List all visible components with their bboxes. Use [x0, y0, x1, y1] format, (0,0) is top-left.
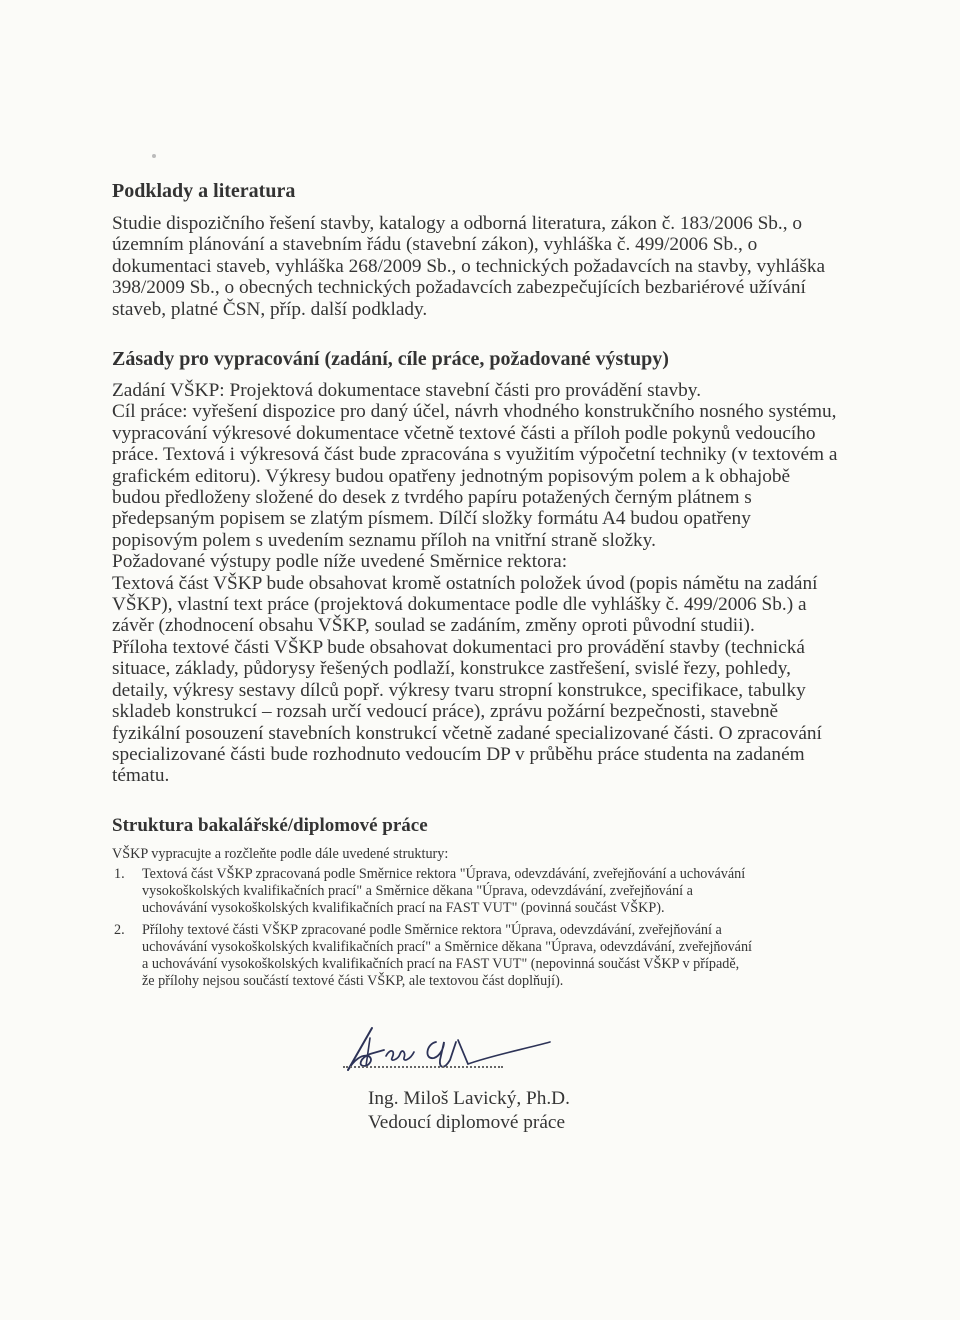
- list-number: 2.: [114, 922, 125, 938]
- paragraph-line: Studie dispozičního řešení stavby, katalogy a odborná literatura, zákon č. 183/2006 Sb., o: [112, 213, 803, 234]
- paragraph-line: práce. Textová i výkresová část bude zpracována s využitím výpočetní techniky (v textovém a: [112, 444, 838, 466]
- section-heading-struktura: Struktura bakalářské/diplomové práce: [112, 815, 428, 836]
- list-number: 1.: [114, 866, 125, 882]
- paragraph-line: vypracování výkresové dokumentace včetně textové části a příloh podle pokynů vedoucího: [112, 422, 816, 444]
- list-line: a uchovávání vysokoškolských kvalifikačních prací na FAST VUT" (nepovinná součást VŠKP v případě,: [142, 956, 740, 972]
- paragraph-line: VŠKP), vlastní text práce (projektová dokumentace podle dle vyhlášky č. 499/2006 Sb.) a: [112, 594, 807, 616]
- paragraph-line: situace, základy, půdorysy řešených podlaží, konstrukce zastřešení, svislé řezy, pohledy,: [112, 658, 791, 680]
- section-paragraph-podklady: [112, 213, 832, 320]
- scan-speck: [152, 154, 156, 158]
- paragraph-line: staveb, platné ČSN, příp. další podklady.: [112, 298, 428, 320]
- paragraph-line: Cíl práce: vyřešení dispozice pro daný účel, návrh vhodného konstrukčního nosného systému,: [112, 401, 837, 423]
- section-heading-zasady: Zásady pro vypracování (zadání, cíle práce, požadované výstupy): [112, 348, 669, 370]
- list-line: vysokoškolských kvalifikačních prací" a Směrnice děkana "Úprava, odevzdávání, zveřejňování a: [142, 883, 693, 899]
- section-paragraph-zasady: [112, 380, 838, 787]
- paragraph-line: Textová část VŠKP bude obsahovat kromě ostatních položek úvod (popis námětu na zadání: [112, 572, 818, 594]
- supervisor-name: Ing. Miloš Lavický, Ph.D.: [368, 1088, 570, 1109]
- supervisor-role: Vedoucí diplomové práce: [368, 1112, 566, 1133]
- paragraph-line: specializované části bude rozhodnuto vedoucím DP v průběhu práce studenta na zadaném: [112, 743, 805, 765]
- structure-intro: VŠKP vypracujte a rozčleňte podle dále uvedené struktury:: [112, 846, 449, 862]
- paragraph-line: 398/2009 Sb., o obecných technických požadavcích zabezpečujících bezbariérové užívání: [112, 277, 806, 299]
- paragraph-line: Příloha textové části VŠKP bude obsahovat dokumentaci pro provádění stavby (technická: [112, 636, 805, 658]
- paragraph-line: Požadované výstupy podle níže uvedené Směrnice rektora:: [112, 551, 568, 573]
- list-line: uchovávání vysokoškolských kvalifikačních prací" a Směrnice děkana "Úprava, odevzdávání, zveřejňování: [142, 939, 752, 955]
- signature-dotted-line: [343, 1066, 503, 1068]
- section-heading-podklady: Podklady a literatura: [112, 180, 296, 202]
- paragraph-line: závěr (zhodnocení obsahu VŠKP, soulad se zadáním, změny oproti původní studii).: [112, 615, 755, 637]
- paragraph-line: budou předloženy složené do desek z tvrdého papíru potažených černým plátnem s: [112, 487, 752, 509]
- list-line: Přílohy textové části VŠKP zpracované podle Směrnice rektora "Úprava, odevzdávání, zveřejňování a: [142, 922, 722, 938]
- paragraph-line: dokumentaci staveb, vyhláška 268/2009 Sb., o technických požadavcích na stavby, vyhláška: [112, 255, 826, 277]
- paragraph-line: grafickém editoru). Výkresy budou opatřeny jednotným popisovým polem a k obhajobě: [112, 465, 791, 487]
- list-item-text: [142, 866, 832, 917]
- list-line: že přílohy nejsou součástí textové části VŠKP, ale textovou část doplňují).: [142, 973, 564, 989]
- list-line: uchovávání vysokoškolských kvalifikačních prací na FAST VUT" (povinná součást VŠKP).: [142, 900, 665, 916]
- paragraph-line: detaily, výkresy sestavy dílců popř. výkresy tvaru stropní konstrukce, specifikace, tabulky: [112, 679, 806, 701]
- paragraph-line: skladeb konstrukcí – rozsah určí vedoucí práce), zprávu požární bezpečnosti, stavebně: [112, 701, 779, 723]
- paragraph-line: popisovým polem s uvedením seznamu příloh na vnitřní straně složky.: [112, 529, 656, 551]
- list-item-text: [142, 922, 832, 990]
- paragraph-line: Zadání VŠKP: Projektová dokumentace stavební části pro provádění stavby.: [112, 380, 702, 401]
- paragraph-line: fyzikální posouzení stavebních konstrukcí včetně zadané specializované části. O zpracování: [112, 722, 822, 744]
- paragraph-line: územním plánování a stavebním řádu (stavební zákon), vyhláška č. 499/2006 Sb., o: [112, 234, 758, 256]
- paragraph-line: tématu.: [112, 765, 170, 787]
- paragraph-line: předepsaným popisem se zlatým písmem. Dílčí složky formátu A4 budou opatřeny: [112, 508, 751, 530]
- list-line: Textová část VŠKP zpracovaná podle Směrnice rektora "Úprava, odevzdávání, zveřejňování a uchovávání: [142, 866, 746, 882]
